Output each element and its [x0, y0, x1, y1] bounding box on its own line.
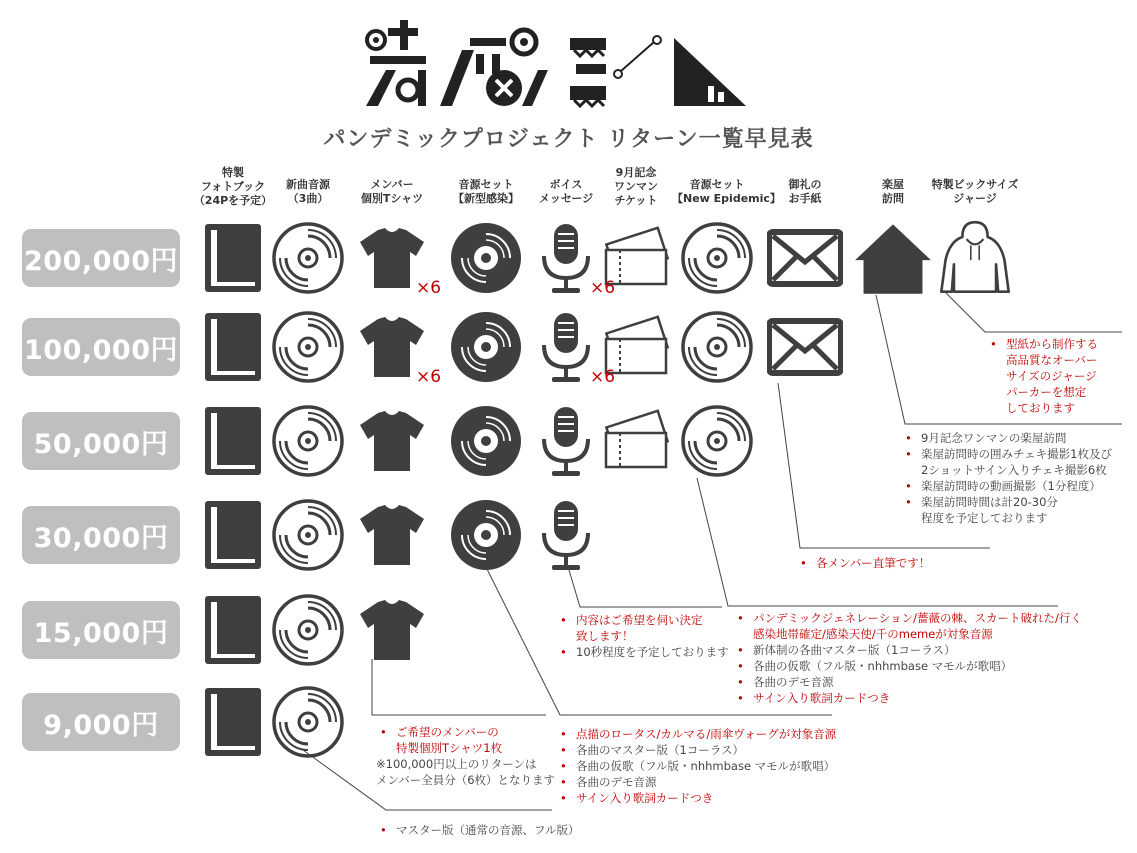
- note-voice: [560, 612, 729, 660]
- connector-line: [945, 292, 1122, 332]
- brand-logo: [362, 20, 747, 110]
- column-header-line: 特製ビックサイズ: [931, 178, 1019, 191]
- note-text: 楽屋訪問時の囲みチェキ撮影1枚及び 2ショットサイン入りチェキ撮影6枚: [921, 447, 1112, 477]
- column-header-line: ボイス: [549, 178, 583, 191]
- vinyl-icon: [448, 403, 524, 479]
- column-header-line: フォトブック: [200, 180, 266, 193]
- note-bullet-item: • 楽屋訪問時の囲みチェキ撮影1枚及び 2ショットサイン入りチェキ撮影6枚: [905, 447, 1112, 477]
- book-icon: [195, 220, 271, 296]
- note-text: 10秒程度を予定しております: [576, 645, 729, 659]
- column-header-line: メッセージ: [538, 192, 594, 205]
- cd-icon: [270, 309, 346, 385]
- cd-icon: [270, 497, 346, 573]
- note-bullet-item: • 楽屋訪問時の動画撮影（1分程度）: [905, 479, 1101, 493]
- envelope-icon: [767, 309, 843, 385]
- note-text: サイン入り歌詞カードつき: [753, 691, 891, 705]
- column-header-line: 【New Epidemic】: [672, 192, 781, 205]
- book-icon: [195, 684, 271, 760]
- tshirt-icon: [354, 403, 430, 479]
- note-text: 各曲のマスター版（1コーラス）: [576, 743, 744, 757]
- note-text: 型紙から制作する 高品質なオーバー サイズのジャージ パーカーを想定 しております: [1006, 337, 1098, 415]
- note-text: 各曲のデモ音源: [576, 775, 657, 789]
- note-text: 各曲のデモ音源: [753, 675, 834, 689]
- column-header-line: ワンマン: [614, 180, 658, 193]
- column-header-line: 【新型感染】: [453, 192, 519, 205]
- note-bullet-item: • 各曲の仮歌（フル版・nhhmbase マモルが歌唱）: [560, 759, 836, 773]
- note-bullet-item: • 型紙から制作する 高品質なオーバー サイズのジャージ パーカーを想定 しております: [990, 337, 1098, 415]
- note-bullet-item: • パンデミックジェネレーション/薔薇の棘、スカート破れた/行く 感染地帯確定/感染天使/千のmemeが対象音源: [737, 611, 1082, 641]
- cd-icon: [270, 403, 346, 479]
- note-text: 点描のロータス/カルマる/雨傘ヴォーグが対象音源: [576, 727, 837, 741]
- house-icon: [853, 218, 933, 298]
- note-text: 楽屋訪問時間は計20-30分 程度を予定しております: [921, 495, 1058, 525]
- book-icon: [195, 497, 271, 573]
- price-tier-label: 9,000円: [22, 693, 180, 751]
- note-jersey: [990, 336, 1098, 416]
- column-header-line: 個別Tシャツ: [360, 192, 424, 205]
- price-tier-label: 15,000円: [22, 601, 180, 659]
- note-text: 各メンバー直筆です！: [816, 556, 931, 570]
- note-text: 新体制の各曲マスター版（1コーラス）: [753, 643, 956, 657]
- column-header: [347, 178, 437, 206]
- column-header: [672, 178, 781, 206]
- column-header-line: 9月記念: [615, 166, 657, 179]
- book-icon: [195, 592, 271, 668]
- note-bullet-item: • 各メンバー直筆です！: [800, 556, 931, 570]
- cd-icon: [679, 220, 755, 296]
- note-bullet-item: • 新体制の各曲マスター版（1コーラス）: [737, 643, 956, 657]
- column-header: [591, 166, 681, 208]
- note-text: 各曲の仮歌（フル版・nhhmbase マモルが歌唱）: [576, 759, 836, 773]
- page-subtitle: パンデミックプロジェクト リターン一覧早見表: [323, 127, 814, 152]
- note-bullet-item: • 各曲のデモ音源: [737, 675, 834, 689]
- tshirt-icon: [354, 592, 430, 668]
- ticket-icon: [598, 403, 674, 479]
- column-header: [441, 178, 531, 206]
- envelope-icon: [767, 220, 843, 296]
- note-text: サイン入り歌詞カードつき: [576, 791, 714, 805]
- note-bullet-item: • 9月記念ワンマンの楽屋訪問: [905, 431, 1067, 445]
- cd-icon: [679, 309, 755, 385]
- column-header-line: 新曲音源: [286, 178, 330, 191]
- microphone-icon: [528, 403, 604, 479]
- column-header-line: お手紙: [788, 192, 822, 205]
- note-text: パンデミックジェネレーション/薔薇の棘、スカート破れた/行く 感染地帯確定/感染天使/千のmemeが対象音源: [753, 611, 1082, 641]
- microphone-icon: [528, 497, 604, 573]
- column-header-line: 音源セット: [689, 178, 745, 191]
- column-header: [848, 178, 938, 206]
- note-bullet-item: • サイン入り歌詞カードつき: [737, 691, 891, 705]
- vinyl-icon: [448, 220, 524, 296]
- column-header-line: 楽屋: [882, 178, 904, 191]
- column-header-line: （24Pを予定）: [193, 194, 273, 207]
- quantity-multiplier: ×6: [416, 278, 442, 298]
- book-icon: [195, 403, 271, 479]
- price-tier-label: 200,000円: [22, 229, 180, 287]
- note-new-songs: [380, 822, 580, 838]
- column-header-line: チケット: [614, 194, 658, 207]
- column-header: [760, 178, 850, 206]
- book-icon: [195, 309, 271, 385]
- note-text: 9月記念ワンマンの楽屋訪問: [921, 431, 1067, 445]
- tshirt-icon: [354, 497, 430, 573]
- note-bullet-item: • マスター版（通常の音源、フル版）: [380, 823, 580, 837]
- cd-icon: [270, 684, 346, 760]
- note-infection: [560, 726, 836, 806]
- price-tier-label: 30,000円: [22, 506, 180, 564]
- quantity-multiplier: ×6: [590, 278, 616, 298]
- hoodie-icon: [935, 218, 1015, 298]
- quantity-multiplier: ×6: [416, 367, 442, 387]
- cd-icon: [270, 220, 346, 296]
- note-backstage: [905, 430, 1112, 526]
- note-text: ※100,000円以上のリターンは メンバー全員分（6枚）となります: [376, 757, 556, 787]
- cd-icon: [679, 403, 755, 479]
- note-bullet-item: • 内容はご希望を伺い決定 致します！: [560, 613, 703, 643]
- note-bullet-item: • 各曲のマスター版（1コーラス）: [560, 743, 744, 757]
- quantity-multiplier: ×6: [590, 367, 616, 387]
- note-bullet-item: • 10秒程度を予定しております: [560, 645, 729, 659]
- note-bullet-item: • 点描のロータス/カルマる/雨傘ヴォーグが対象音源: [560, 727, 837, 741]
- note-text: 各曲の仮歌（フル版・nhhmbase マモルが歌唱）: [753, 659, 1013, 673]
- vinyl-icon: [448, 309, 524, 385]
- note-bullet-item: • ご希望のメンバーの 特製個別Tシャツ1枚: [380, 725, 503, 755]
- note-text: マスター版（通常の音源、フル版）: [396, 823, 580, 837]
- note-bullet-item: • 楽屋訪問時間は計20-30分 程度を予定しております: [905, 495, 1058, 525]
- column-header-line: メンバー: [370, 178, 414, 191]
- note-bullet-item: • 各曲のデモ音源: [560, 775, 657, 789]
- column-header-line: 訪問: [882, 192, 904, 205]
- vinyl-icon: [448, 497, 524, 573]
- note-new-epidemic: [737, 610, 1082, 706]
- note-text: 内容はご希望を伺い決定 致します！: [576, 613, 703, 643]
- note-text: ご希望のメンバーの 特製個別Tシャツ1枚: [396, 725, 503, 755]
- note-letter: [800, 555, 930, 571]
- price-tier-label: 50,000円: [22, 412, 180, 470]
- column-header: [263, 178, 353, 206]
- column-header-line: ジャージ: [953, 192, 997, 205]
- note-bullet-item: • サイン入り歌詞カードつき: [560, 791, 714, 805]
- cd-icon: [270, 592, 346, 668]
- column-header: [930, 178, 1020, 206]
- column-header-line: 御礼の: [788, 178, 822, 191]
- column-header-line: 音源セット: [458, 178, 514, 191]
- note-text: 楽屋訪問時の動画撮影（1分程度）: [921, 479, 1101, 493]
- note-bullet-item: • 各曲の仮歌（フル版・nhhmbase マモルが歌唱）: [737, 659, 1013, 673]
- note-shirt: [376, 724, 556, 788]
- column-header-line: （3曲）: [287, 192, 329, 205]
- column-header-line: 特製: [222, 166, 244, 179]
- price-tier-label: 100,000円: [22, 318, 180, 376]
